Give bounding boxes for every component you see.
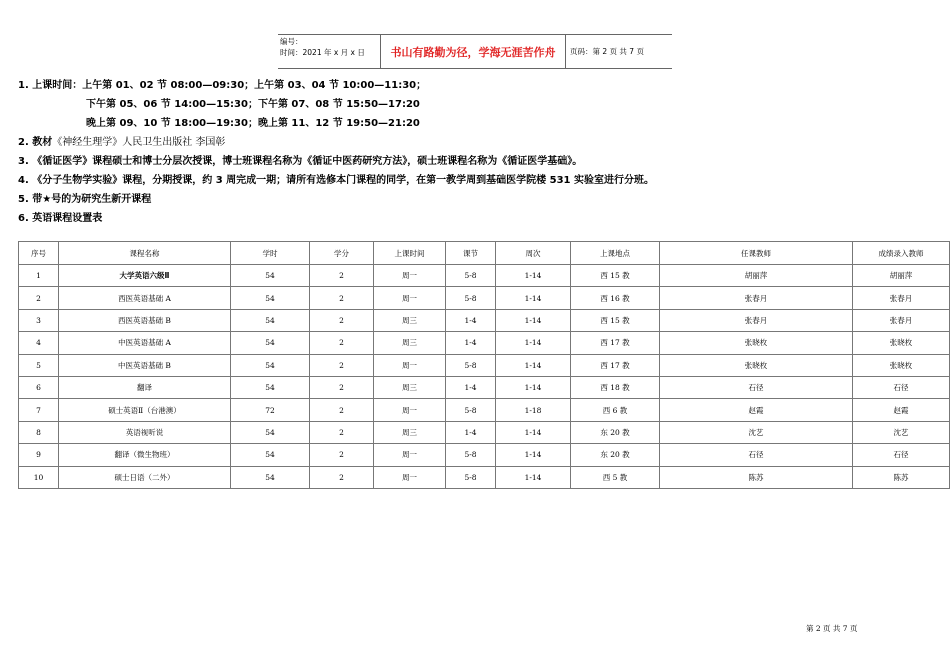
table-cell: 沈艺 xyxy=(660,421,853,443)
table-cell: 张春月 xyxy=(660,287,853,309)
table-cell: 54 xyxy=(231,444,310,466)
note-new-course: 5. 带★号的为研究生新开课程 xyxy=(18,194,152,205)
table-body xyxy=(19,265,950,489)
class-time-line-2: 下午第 05、06 节 14:00—15:30；下午第 07、08 节 15:50—17:20 xyxy=(86,99,420,110)
table-cell: 张春月 xyxy=(853,287,950,309)
table-row xyxy=(19,265,950,287)
table-cell: 胡丽萍 xyxy=(660,265,853,287)
table-cell: 周一 xyxy=(374,354,446,376)
table-cell: 石径 xyxy=(660,376,853,398)
table-cell: 张春月 xyxy=(853,309,950,331)
table-header-row xyxy=(19,242,950,265)
table-cell: 1-14 xyxy=(496,421,571,443)
table-cell: 张晓枚 xyxy=(853,332,950,354)
class-time-line-3: 晚上第 09、10 节 18:00—19:30；晚上第 11、12 节 19:50—21:20 xyxy=(86,118,420,129)
table-cell: 54 xyxy=(231,265,310,287)
table-cell: 1-4 xyxy=(446,309,496,331)
table-cell: 周三 xyxy=(374,332,446,354)
table-row xyxy=(19,399,950,421)
table-cell: 6 xyxy=(19,376,59,398)
table-cell: 5-8 xyxy=(446,354,496,376)
table-cell: 张春月 xyxy=(660,309,853,331)
table-cell: 5 xyxy=(19,354,59,376)
english-table-heading: 6. 英语课程设置表 xyxy=(18,213,103,224)
header-meta xyxy=(280,36,380,58)
textbook-label: 2. 教材 xyxy=(18,137,53,148)
english-course-table xyxy=(18,241,950,489)
table-cell: 10 xyxy=(19,466,59,488)
table-cell: 2 xyxy=(19,287,59,309)
column-header: 成绩录入教师 xyxy=(853,242,950,265)
table-cell: 1-14 xyxy=(496,466,571,488)
table-row xyxy=(19,421,950,443)
table-cell: 陈苏 xyxy=(853,466,950,488)
table-cell: 西医英语基础 A xyxy=(59,287,231,309)
table-cell: 硕士日语（二外） xyxy=(59,466,231,488)
column-header: 课程名称 xyxy=(59,242,231,265)
column-header: 上课地点 xyxy=(571,242,660,265)
table-cell: 翻译（微生物班） xyxy=(59,444,231,466)
table-cell: 1-14 xyxy=(496,332,571,354)
table-cell: 2 xyxy=(310,399,374,421)
table-cell: 5-8 xyxy=(446,444,496,466)
table-cell: 东 20 教 xyxy=(571,444,660,466)
table-cell: 2 xyxy=(310,444,374,466)
table-cell: 周一 xyxy=(374,466,446,488)
table-cell: 2 xyxy=(310,287,374,309)
table-cell: 翻译 xyxy=(59,376,231,398)
header-page-label: 页码：第 2 页 共 7 页 xyxy=(570,47,644,56)
table-row xyxy=(19,376,950,398)
table-cell: 东 20 教 xyxy=(571,421,660,443)
table-cell: 2 xyxy=(310,376,374,398)
table-cell: 5-8 xyxy=(446,466,496,488)
table-cell: 1-14 xyxy=(496,287,571,309)
table-cell: 赵霞 xyxy=(660,399,853,421)
table-row xyxy=(19,287,950,309)
table-cell: 1-4 xyxy=(446,421,496,443)
table-cell: 周一 xyxy=(374,399,446,421)
table-cell: 1-14 xyxy=(496,444,571,466)
table-cell: 周一 xyxy=(374,265,446,287)
class-time-line-1: 1. 上课时间：上午第 01、02 节 08:00—09:30；上午第 03、04 节 10:00—11:30； xyxy=(18,80,427,91)
table-cell: 沈艺 xyxy=(853,421,950,443)
table-cell: 54 xyxy=(231,287,310,309)
note-molecular-biology: 4. 《分子生物学实验》课程，分期授课，约 3 周完成一期；请所有选修本门课程的同学，在第一教学周到基础医学院楼 531 实验室进行分班。 xyxy=(18,175,654,186)
table-cell: 2 xyxy=(310,354,374,376)
table-cell: 1-14 xyxy=(496,354,571,376)
table-cell: 张晓枚 xyxy=(660,332,853,354)
note-evidence-medicine: 3. 《循证医学》课程硕士和博士分层次授课，博士班课程名称为《循证中医药研究方法》，硕士班课程名称为《循证医学基础》。 xyxy=(18,156,583,167)
table-cell: 石径 xyxy=(660,444,853,466)
table-cell: 8 xyxy=(19,421,59,443)
textbook-detail: 《神经生理学》人民卫生出版社 李国彰 xyxy=(52,137,226,148)
table-cell: 2 xyxy=(310,265,374,287)
table-cell: 西医英语基础 B xyxy=(59,309,231,331)
table-cell: 54 xyxy=(231,466,310,488)
table-cell: 3 xyxy=(19,309,59,331)
table-cell: 西 18 教 xyxy=(571,376,660,398)
table-row xyxy=(19,309,950,331)
table-cell: 西 15 教 xyxy=(571,265,660,287)
table-cell: 1-18 xyxy=(496,399,571,421)
table-cell: 大学英语六级Ⅱ xyxy=(59,265,231,287)
column-header: 学时 xyxy=(231,242,310,265)
table-cell: 石径 xyxy=(853,376,950,398)
table-cell: 54 xyxy=(231,309,310,331)
table-cell: 2 xyxy=(310,421,374,443)
table-cell: 西 15 教 xyxy=(571,309,660,331)
table-cell: 周三 xyxy=(374,309,446,331)
table-cell: 2 xyxy=(310,332,374,354)
time-label: 时间：2021 年 x 月 x 日 xyxy=(280,48,365,57)
table-cell: 1-4 xyxy=(446,376,496,398)
table-cell: 54 xyxy=(231,376,310,398)
table-cell: 西 17 教 xyxy=(571,354,660,376)
table-row xyxy=(19,444,950,466)
table-cell: 4 xyxy=(19,332,59,354)
column-header: 周次 xyxy=(496,242,571,265)
table-row xyxy=(19,354,950,376)
table-cell: 5-8 xyxy=(446,399,496,421)
table-cell: 2 xyxy=(310,466,374,488)
table-cell: 胡丽萍 xyxy=(853,265,950,287)
table-cell: 1-14 xyxy=(496,309,571,331)
column-header: 序号 xyxy=(19,242,59,265)
table-cell: 1 xyxy=(19,265,59,287)
table-cell: 西 16 教 xyxy=(571,287,660,309)
table-cell: 西 17 教 xyxy=(571,332,660,354)
table-cell: 2 xyxy=(310,309,374,331)
table-cell: 1-4 xyxy=(446,332,496,354)
table-cell: 9 xyxy=(19,444,59,466)
textbook-line xyxy=(18,136,225,150)
table-cell: 张晓枚 xyxy=(853,354,950,376)
table-cell: 西 6 教 xyxy=(571,399,660,421)
table-cell: 1-14 xyxy=(496,376,571,398)
table-cell: 英语视听说 xyxy=(59,421,231,443)
page-header xyxy=(278,34,672,69)
table-row xyxy=(19,332,950,354)
table-cell: 5-8 xyxy=(446,287,496,309)
table-cell: 72 xyxy=(231,399,310,421)
table-cell: 硕士英语Ⅱ（台港澳） xyxy=(59,399,231,421)
page-footer: 第 2 页 共 7 页 xyxy=(806,624,858,633)
serial-label: 编号： xyxy=(280,37,303,46)
table-cell: 中医英语基础 B xyxy=(59,354,231,376)
table-cell: 周三 xyxy=(374,421,446,443)
table-cell: 西 5 教 xyxy=(571,466,660,488)
table-cell: 赵霞 xyxy=(853,399,950,421)
column-header: 学分 xyxy=(310,242,374,265)
table-cell: 5-8 xyxy=(446,265,496,287)
table-cell: 周一 xyxy=(374,444,446,466)
table-cell: 54 xyxy=(231,332,310,354)
column-header: 任课教师 xyxy=(660,242,853,265)
header-motto: 书山有路勤为径，学海无涯苦作舟 xyxy=(380,35,566,68)
table-cell: 张晓枚 xyxy=(660,354,853,376)
column-header: 上课时间 xyxy=(374,242,446,265)
table-cell: 54 xyxy=(231,354,310,376)
table-cell: 周三 xyxy=(374,376,446,398)
table-cell: 陈苏 xyxy=(660,466,853,488)
table-cell: 7 xyxy=(19,399,59,421)
table-cell: 周一 xyxy=(374,287,446,309)
column-header: 课节 xyxy=(446,242,496,265)
table-cell: 54 xyxy=(231,421,310,443)
table-cell: 中医英语基础 A xyxy=(59,332,231,354)
table-cell: 1-14 xyxy=(496,265,571,287)
table-cell: 石径 xyxy=(853,444,950,466)
table-row xyxy=(19,466,950,488)
